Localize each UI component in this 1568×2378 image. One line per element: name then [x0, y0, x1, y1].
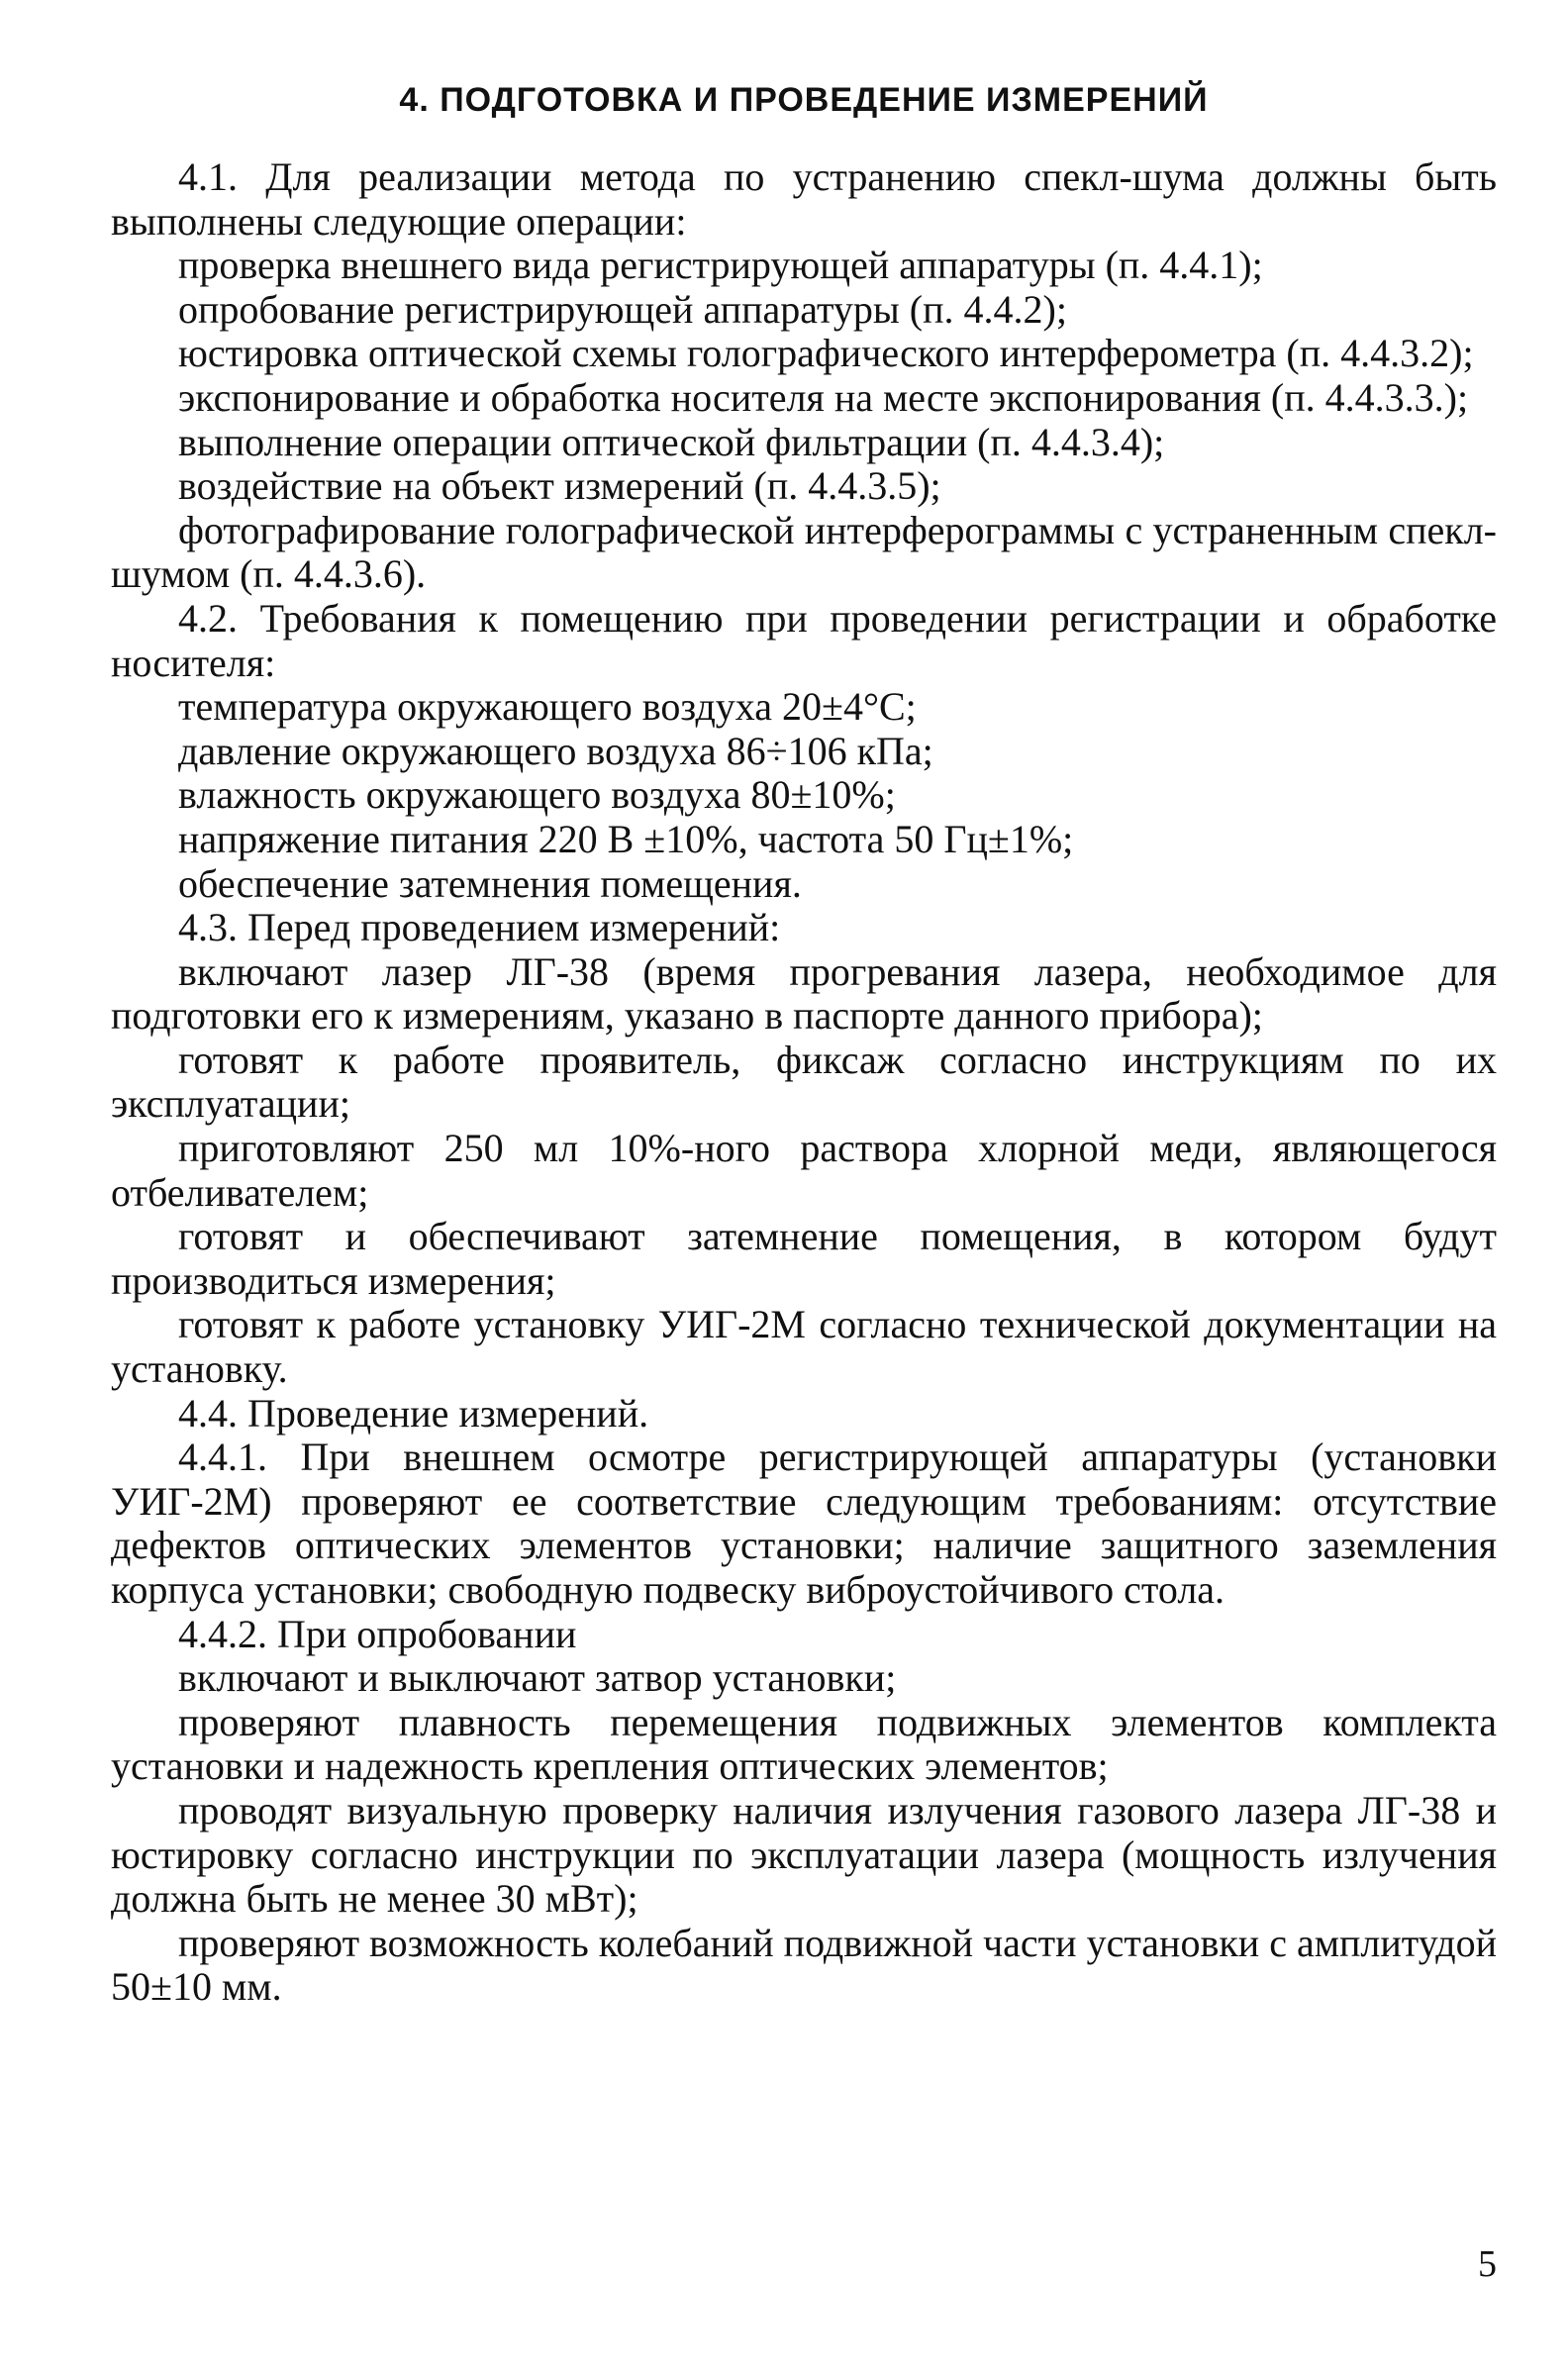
paragraph-4-4-1: 4.4.1. При внешнем осмотре регистрирующей аппаратуры (установки УИГ-2М) проверяют ее соответствие следующим требованиям: отсутствие дефектов оптических элементов установки; наличие защитного заземления корпуса установки; свободную подвеску виброустойчивого стола. — [111, 1435, 1497, 1612]
list-item: давление окружающего воздуха 86÷106 кПа; — [178, 728, 933, 773]
paragraph-4-1: 4.1. Для реализации метода по устранению спекл-шума должны быть выполнены следующие операции: — [111, 154, 1497, 244]
paragraph-4-3: 4.3. Перед проведением измерений: — [178, 905, 781, 950]
list-item: включают лазер ЛГ-38 (время прогревания лазера, необходимое для подготовки его к измерениям, указано в паспорте данного прибора); — [111, 948, 1497, 1039]
list-item: готовят к работе установку УИГ-2М согласно технической документации на установку. — [111, 1302, 1497, 1392]
list-item: проверяют возможность колебаний подвижной части установки с амплитудой 50±10 мм. — [111, 1920, 1497, 2010]
list-item: включают и выключают затвор установки; — [178, 1655, 897, 1701]
list-item: обеспечение затемнения помещения. — [178, 860, 802, 906]
list-item: влажность окружающего воздуха 80±10%; — [178, 772, 896, 818]
list-item: опробование регистрирующей аппаратуры (п. 4.4.2); — [178, 286, 1067, 332]
list-item: юстировка оптической схемы голографического интерферометра (п. 4.4.3.2); — [178, 331, 1474, 376]
page-number: 5 — [1478, 2243, 1497, 2285]
document-page — [111, 59, 1497, 2336]
paragraph-4-2: 4.2. Требования к помещению при проведении регистрации и обработке носителя: — [111, 595, 1497, 685]
list-item: температура окружающего воздуха 20±4°С; — [178, 684, 917, 730]
list-item: проводят визуальную проверку наличия излучения газового лазера ЛГ-38 и юстировку согласно инструкции по эксплуатации лазера (мощность излучения должна быть не менее 30 мВт); — [111, 1787, 1497, 1922]
list-item: напряжение питания 220 В ±10%, частота 50 Гц±1%; — [178, 816, 1074, 861]
paragraph-4-4: 4.4. Проведение измерений. — [178, 1390, 649, 1436]
list-item: готовят к работе проявитель, фиксаж согласно инструкциям по их эксплуатации; — [111, 1037, 1497, 1127]
list-item: выполнение операции оптической фильтрации (п. 4.4.3.4); — [178, 419, 1165, 464]
list-item: экспонирование и обработка носителя на месте экспонирования (п. 4.4.3.3.); — [178, 374, 1469, 420]
list-item: фотографирование голографической интерферограммы с устраненным спекл-шумом (п. 4.4.3.6). — [111, 507, 1497, 597]
list-item: воздействие на объект измерений (п. 4.4.3.5); — [178, 463, 941, 509]
section-heading: 4. ПОДГОТОВКА И ПРОВЕДЕНИЕ ИЗМЕРЕНИЙ — [399, 81, 1209, 119]
document-body — [111, 155, 1497, 2010]
list-item: проверяют плавность перемещения подвижных элементов комплекта установки и надежность крепления оптических элементов; — [111, 1699, 1497, 1789]
paragraph-4-4-2: 4.4.2. При опробовании — [178, 1611, 577, 1656]
list-item: готовят и обеспечивают затемнение помещения, в котором будут производиться измерения; — [111, 1214, 1497, 1303]
list-item: проверка внешнего вида регистрирующей аппаратуры (п. 4.4.1); — [178, 243, 1263, 288]
list-item: приготовляют 250 мл 10%-ного раствора хлорной меди, являющегося отбеливателем; — [111, 1126, 1497, 1215]
